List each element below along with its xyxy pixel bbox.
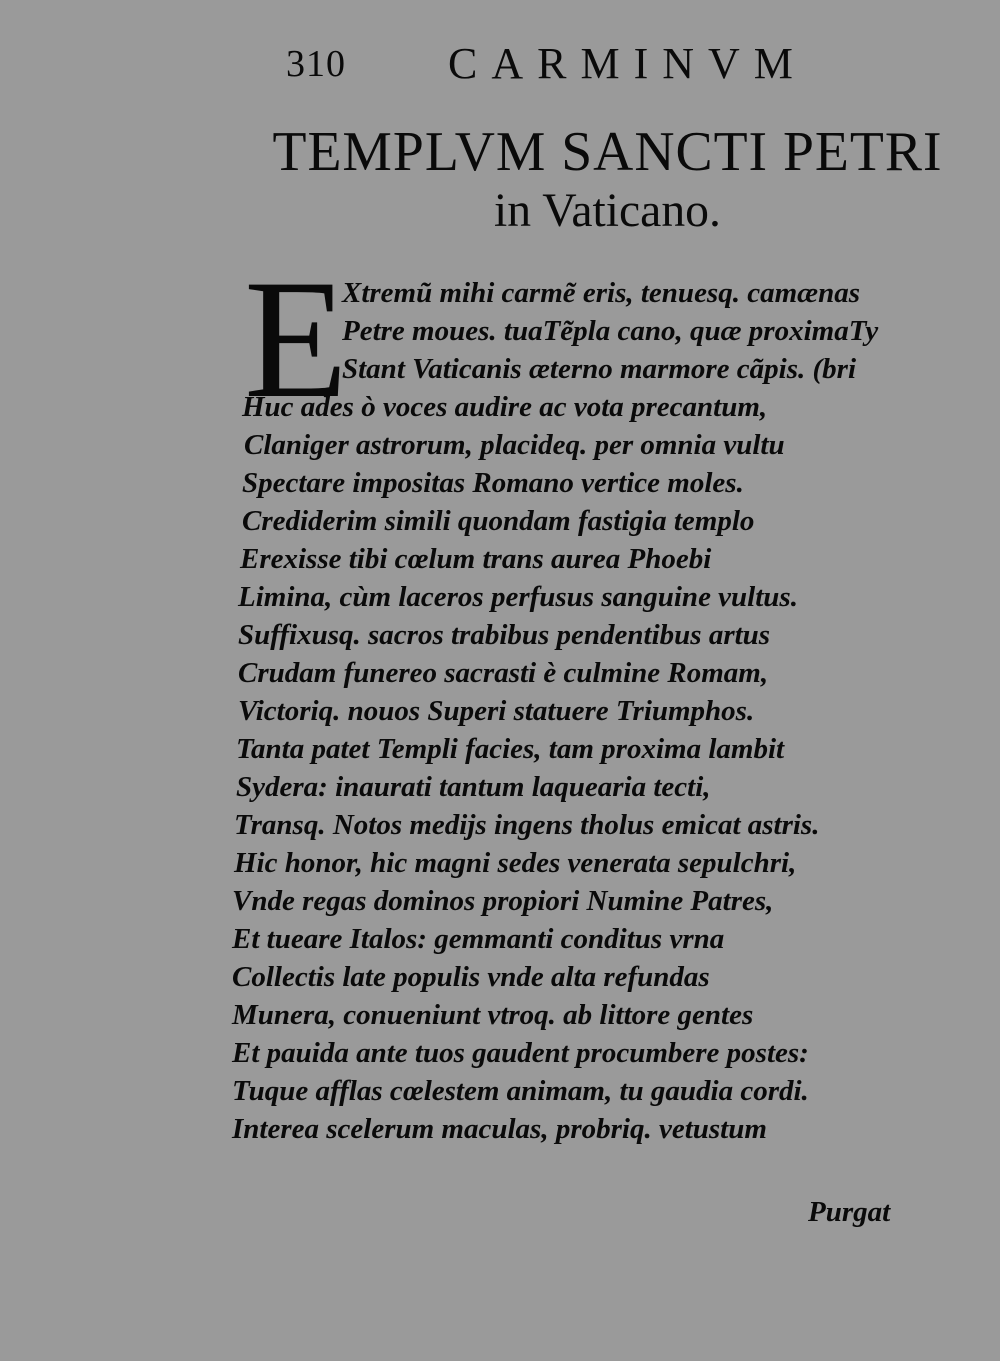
poem-line: Et tueare Italos: gemmanti conditus vrna (232, 923, 725, 955)
title-line-2: in Vaticano. (494, 184, 721, 237)
catchword: Purgat (808, 1196, 891, 1228)
poem-line: Stant Vaticanis æterno marmore cãpis. (bri (342, 353, 857, 385)
poem-title (230, 122, 990, 238)
poem-line: Petre moues. tuaTẽpla cano, quæ proximaTy (342, 315, 879, 347)
poem-line: Hic honor, hic magni sedes venerata sepulchri, (234, 847, 797, 879)
title-line-1: TEMPLVM SANCTI PETRI (272, 121, 943, 183)
poem-line: Interea scelerum maculas, probriq. vetustum (232, 1113, 767, 1145)
poem-line: Tuque afflas cœlestem animam, tu gaudia cordi. (232, 1075, 809, 1107)
poem-line: Huc ades ò voces audire ac vota precantum, (242, 391, 768, 423)
poem-line: Tanta patet Templi facies, tam proxima lambit (236, 733, 785, 765)
poem-line: Victoriq. nouos Superi statuere Triumphos. (238, 695, 755, 727)
poem-line: Munera, conueniunt vtroq. ab littore gentes (232, 999, 754, 1031)
poem-line: Vnde regas dominos propiori Numine Patres, (232, 885, 774, 917)
running-head: CARMINVM (448, 39, 807, 88)
drop-cap: E (244, 245, 348, 433)
poem-line: Et pauida ante tuos gaudent procumbere postes: (232, 1037, 809, 1069)
poem-line: Transq. Notos medijs ingens tholus emicat astris. (234, 809, 820, 841)
poem-line: Erexisse tibi cœlum trans aurea Phoebi (240, 543, 712, 575)
poem-line: Sydera: inaurati tantum laquearia tecti, (236, 771, 711, 803)
poem-line: Limina, cùm laceros perfusus sanguine vultus. (238, 581, 798, 613)
poem-line: Spectare impositas Romano vertice moles. (242, 467, 744, 499)
page-header (0, 38, 1000, 98)
poem-line: Suffixusq. sacros trabibus pendentibus artus (238, 619, 771, 651)
poem-line: Xtremũ mihi carmẽ eris, tenuesq. camænas (342, 277, 861, 309)
poem-line: Crediderim simili quondam fastigia templo (242, 505, 755, 537)
page-number: 310 (286, 43, 346, 85)
poem-line: Crudam funereo sacrasti è culmine Romam, (238, 657, 769, 689)
poem-line: Claniger astrorum, placideq. per omnia vultu (244, 429, 785, 461)
poem-line: Collectis late populis vnde alta refundas (232, 961, 710, 993)
